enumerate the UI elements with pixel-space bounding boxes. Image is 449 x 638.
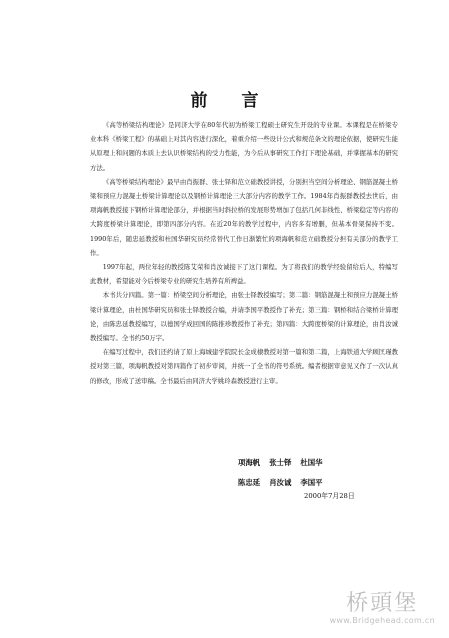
page-title: 前 言 xyxy=(190,91,273,111)
author-name: 杜国华 xyxy=(300,458,323,467)
author-name: 李国平 xyxy=(300,478,323,487)
watermark-url: www.Bridgehead.com.cn xyxy=(329,616,435,625)
watermark-logo-text: 桥頭堡 xyxy=(346,591,419,616)
watermark xyxy=(330,592,435,626)
author-row-1 xyxy=(238,453,388,473)
author-name: 肖汝诚 xyxy=(269,478,292,487)
author-name: 张士铎 xyxy=(269,458,292,467)
author-name: 陈忠延 xyxy=(238,478,261,487)
paragraph-4: 本书共分四篇。第一篇：桥梁空间分析理论，由张士铎教授编写；第二篇：钢筋混凝土和预应力混凝土桥梁计算理论，由杜国华研究员和张士铎教授合编，并请李国平教授作了补充；第三篇：钢桥和结合梁桥计算理论，由陈忠延教授编写，以德国学成回国的陈推珍教授作了补充；第四篇：大跨度桥梁的计算理论，由肖汝诚教授编写。全书约50万字。 xyxy=(90,291,398,343)
document-date: 2000年7月28日 xyxy=(304,492,355,500)
paragraph-5: 在编写过程中，我们还约请了原上海城建学院院长金成棣教授对第一篇和第二篇，上海铁道大学顾匡瑾教授对第三篇，项海帆教授对第四篇作了初步审阅，并统一了全书的符号系统。编者根据审意见又作了一次认真的修改，形成了送审稿。全书最后由同济大学姚玲森教授进行主审。 xyxy=(90,348,398,385)
paragraph-1: 《高等桥梁结构理论》是同济大学在80年代初为桥梁工程硕士研究生开设的专业课。本课程是在桥梁专业本科《桥梁工程》的基础上对其内容进行深化，着重介绍一些设计公式和规范条文的理论依据，使研究生能从原理上和问题的本质上去认识桥梁结构的受力性能，为今后从事研究工作打下理论基础，并掌握基本的研究方法。 xyxy=(90,121,398,172)
paragraph-2: 《高等桥梁结构理论》最早由肖振群、张士铎和范立础教授讲授，分别担当空间分析理论、钢筋混凝土桥梁和预应力混凝土桥梁计算理论以及钢桥计算理论三大部分内容的教学工作。1984年肖振群教授去世后，由项海帆教授接下钢桥计算理论部分，并根据当时斜拉桥的发展形势增加了包括几何非线性、桥梁稳定等内容的大跨度桥梁计算理论，即第四部分内容。在近20年的教学过程中，内容多有增删，但基本骨架保持不变。1990年后，随忠延教授和杜国华研究员经常替代工作日渐繁忙的项海帆和范立础教授分担有关部分的教学工作。 xyxy=(90,177,398,257)
preface-body xyxy=(90,118,398,388)
author-signatures xyxy=(238,453,388,493)
paragraph-3: 1997年起，两位年轻的教授陈艾荣和肖汝诚接下了这门课程。为了将我们的教学经验留给后人，特编写此教材，希望能对今后桥梁专业的研究生培养有所裨益。 xyxy=(90,263,398,286)
author-name: 项海帆 xyxy=(238,458,261,467)
